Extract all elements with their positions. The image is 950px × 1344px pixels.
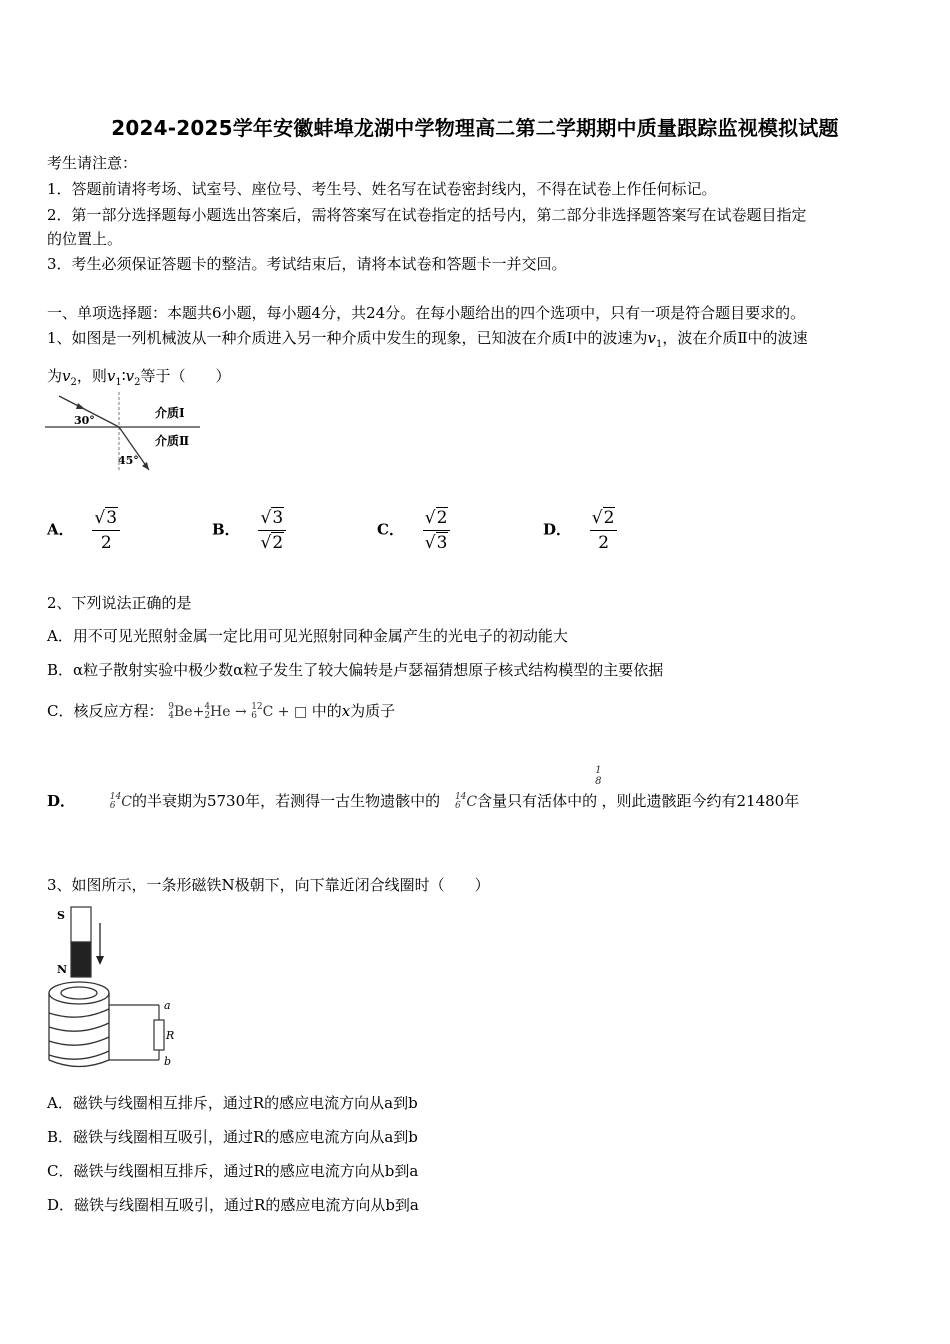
q1-option-a[interactable]: A． $\frac{√3}{2}$ <box>47 508 120 553</box>
magnet-coil-diagram <box>45 905 185 1075</box>
q2-stem: 2、下列说法正确的是 <box>47 594 192 612</box>
notice-item-2a: 2．第一部分选择题每小题选出答案后，需将答案写在试卷指定的括号内，第二部分非选择题答案写在试卷题目指定 <box>47 206 807 224</box>
terminal-a-label: a <box>164 999 171 1012</box>
notice-item-1: 1．答题前请将考场、试室号、座位号、考生号、姓名写在试卷密封线内，不得在试卷上作任何标记。 <box>47 180 717 198</box>
q1-option-c[interactable]: C． $\frac{√2}{√3}$ <box>377 508 450 553</box>
q2-option-a[interactable]: A．用不可见光照射金属一定比用可见光照射同种金属产生的光电子的初动能大 <box>47 627 568 645</box>
page-title: 2024-2025学年安徽蚌埠龙湖中学物理高二第二学期期中质量跟踪监视模拟试题 <box>111 116 839 140</box>
magnet-s-label: S <box>57 909 65 922</box>
q3-option-b[interactable]: B．磁铁与线圈相互吸引，通过R的感应电流方向从a到b <box>47 1128 418 1146</box>
refraction-diagram <box>45 392 205 474</box>
q3-stem: 3、如图所示，一条形磁铁N极朝下，向下靠近闭合线圈时（ ） <box>47 876 490 894</box>
angle-45-label: 45° <box>118 454 139 467</box>
notice-item-2b: 的位置上。 <box>47 230 123 248</box>
notice-item-3: 3．考生必须保证答题卡的整洁。考试结束后，请将本试卷和答题卡一并交回。 <box>47 255 567 273</box>
magnet-n-label: N <box>57 963 68 976</box>
nuclear-equation: 9 4 Be+ 4 2 He → 12 6 C + □ <box>168 702 308 721</box>
q2-option-d[interactable]: D． 14 6 C的半衰期为5730年，若测得一古生物遗骸中的 14 6 C含量只有活体中的 1 8 ，则此遗骸距今约有21480年 <box>47 765 800 811</box>
q2-option-c[interactable]: C．核反应方程： 9 4 Be+ 4 2 He → 12 6 C + □ 中的x为质子 <box>47 702 396 721</box>
angle-30-label: 30° <box>74 414 95 427</box>
q2-option-b[interactable]: B．α粒子散射实验中极少数α粒子发生了较大偏转是卢瑟福猜想原子核式结构模型的主要依据 <box>47 661 664 679</box>
terminal-b-label: b <box>164 1055 172 1068</box>
q1-stem-line1: 1、如图是一列机械波从一种介质进入另一种介质中发生的现象，已知波在介质Ⅰ中的波速为$v_1$，波在介质Ⅱ中的波速 <box>47 329 808 350</box>
q1-option-b[interactable]: B． $\frac{√3}{√2}$ <box>212 508 286 553</box>
q3-option-c[interactable]: C．磁铁与线圈相互排斥，通过R的感应电流方向从b到a <box>47 1162 419 1180</box>
notice-heading: 考生请注意： <box>47 154 138 172</box>
q3-option-d[interactable]: D．磁铁与线圈相互吸引，通过R的感应电流方向从b到a <box>47 1196 419 1214</box>
resistor-r-label: R <box>166 1029 175 1042</box>
q1-stem-line2: 为$v_2$，则$v_1∶v_2$等于（ ） <box>47 367 231 388</box>
medium-2-label: 介质Ⅱ <box>155 434 190 448</box>
medium-1-label: 介质Ⅰ <box>155 406 185 420</box>
q3-option-a[interactable]: A．磁铁与线圈相互排斥，通过R的感应电流方向从a到b <box>47 1094 418 1112</box>
fraction-one-eighth: 1 8 <box>595 765 602 787</box>
q1-option-d[interactable]: D． $\frac{√2}{2}$ <box>543 508 617 553</box>
section-heading: 一、单项选择题：本题共6小题，每小题4分，共24分。在每小题给出的四个选项中，只有一项是符合题目要求的。 <box>47 304 806 322</box>
